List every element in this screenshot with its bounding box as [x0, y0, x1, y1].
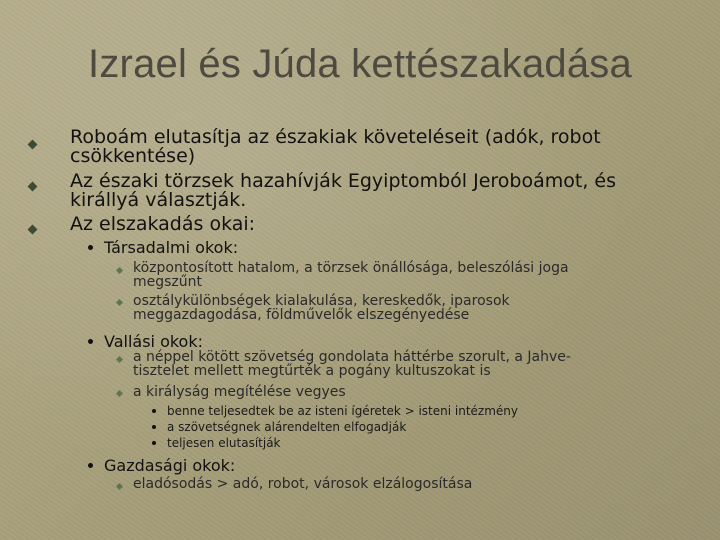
diamond-bullet-icon [28, 140, 38, 150]
cause-item-line: a néppel kötött szövetség gondolata háttérbe szorult, a Jahve- [133, 349, 571, 365]
dot-bullet-icon [88, 339, 93, 344]
dot-bullet-icon [88, 245, 93, 250]
bullet-item [70, 172, 616, 210]
diamond-bullet-icon [116, 483, 123, 490]
cause-item [133, 261, 569, 289]
bullet-line: Roboám elutasítja az északiak követeléseit (adók, robot [70, 126, 601, 148]
cause-item-line: meggazdagodása, földművelők elszegényedése [133, 307, 470, 323]
cause-heading: Vallási okok: [104, 332, 203, 351]
dot-bullet-icon [152, 425, 156, 429]
diamond-bullet-icon [116, 356, 123, 363]
diamond-bullet-icon [28, 182, 38, 192]
cause-item-line: megszűnt [133, 274, 203, 290]
cause-heading: Gazdasági okok: [104, 456, 236, 475]
cause-item-line: tisztelet mellett megtűrték a pogány kultuszokat is [133, 363, 491, 379]
bullet-item [70, 128, 601, 166]
cause-item [133, 477, 472, 491]
cause-heading: Társadalmi okok: [104, 238, 239, 257]
cause-item-line: eladósodás > adó, robot, városok elzálogosítása [133, 476, 473, 492]
cause-item-line: központosított hatalom, a törzsek önállósága, beleszólási joga [133, 260, 569, 276]
diamond-bullet-icon [28, 225, 38, 235]
cause-subitem: benne teljesedtek be az isteni ígéretek > isteni intézmény [167, 404, 518, 418]
bullet-line: királlyá választják. [70, 189, 247, 211]
diamond-bullet-icon [116, 267, 123, 274]
cause-subitem: teljesen elutasítják [167, 436, 281, 450]
cause-item-line: osztálykülönbségek kialakulása, kereskedők, iparosok [133, 293, 510, 309]
dot-bullet-icon [152, 441, 156, 445]
dot-bullet-icon [152, 409, 156, 413]
diamond-bullet-icon [116, 390, 123, 397]
cause-item-line: a királyság megítélése vegyes [133, 384, 346, 400]
bullet-line: Az elszakadás okai: [70, 213, 256, 235]
cause-subitem: a szövetségnek alárendelten elfogadják [167, 420, 407, 434]
bullet-item [70, 215, 255, 234]
bullet-line: Az északi törzsek hazahívják Egyiptomból Jeroboámot, és [70, 170, 616, 192]
diamond-bullet-icon [116, 299, 123, 306]
bullet-line: csökkentése) [70, 145, 196, 167]
slide-title: Izrael és Júda kettészakadása [88, 42, 632, 86]
cause-item [133, 294, 510, 322]
dot-bullet-icon [88, 463, 93, 468]
cause-item [133, 350, 571, 378]
cause-item [133, 385, 346, 399]
